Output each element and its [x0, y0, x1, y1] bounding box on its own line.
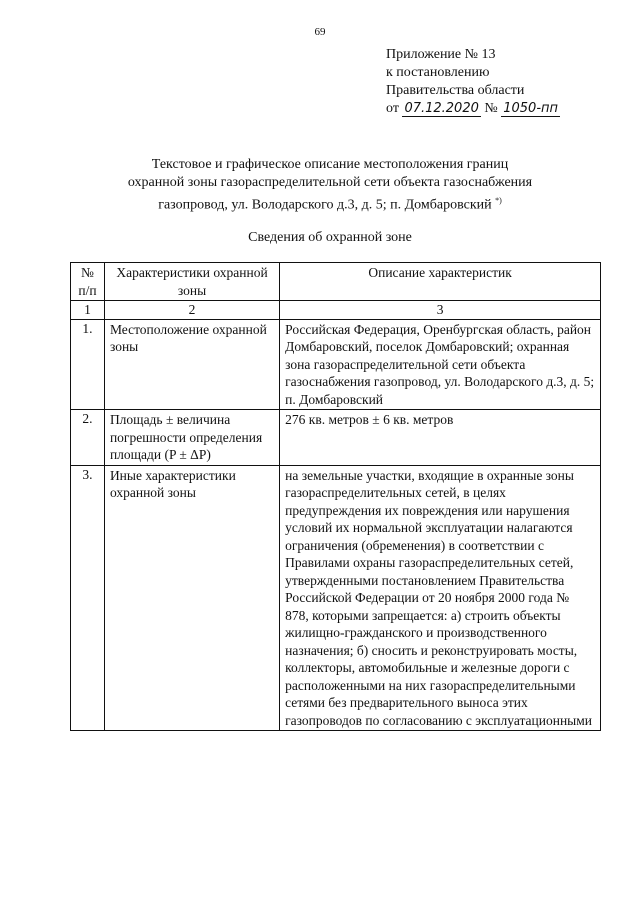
handwritten-number: 1050-пп — [503, 101, 559, 116]
appendix-line-3: Правительства области — [386, 83, 525, 98]
header-num: № п/п — [71, 263, 105, 301]
row-num: 3. — [71, 465, 105, 731]
document-title — [60, 156, 600, 215]
table-header-row — [71, 263, 601, 301]
handwritten-date: 07.12.2020 — [404, 101, 479, 116]
title-line-3-text: газопровод, ул. Володарского д.3, д. 5; п. Домбаровский — [158, 197, 492, 213]
title-line-3 — [60, 192, 600, 215]
appendix-block — [386, 46, 560, 118]
row-num: 1. — [71, 319, 105, 410]
row-value: Российская Федерация, Оренбургская область, район Домбаровский, поселок Домбаровский; охранная зона газораспределительной сети объекта газоснабжения газопровод, ул. Володарского д.3, д. 5; п. Домбаровский — [280, 319, 601, 410]
table-row — [71, 319, 601, 410]
table-row — [71, 465, 601, 731]
number-label: № — [484, 101, 498, 116]
title-line-1: Текстовое и графическое описание местоположения границ — [151, 157, 509, 172]
table-row — [71, 410, 601, 466]
from-label: от — [386, 101, 399, 116]
row-name: Местоположение охранной зоны — [104, 319, 279, 410]
index-cell: 3 — [280, 301, 601, 320]
header-characteristics: Характеристики охранной зоны — [104, 263, 279, 301]
row-value: на земельные участки, входящие в охранные зоны газораспределительных сетей, в целях предупреждения их повреждения или нарушения условий их нормальной эксплуатации налагаются ограничения (обременения) в соответствии с Правилами охраны газораспределительных сетей, утвержденными постановлением Правительства Российской Федерации от 20 ноября 2000 года № 878, которыми запрещается: а) строить объекты жилищно-гражданского и производственного назначения; б) сносить и реконструировать мосты, коллекторы, автомобильные и железные дороги с расположенными на них газораспределительными сетями без предварительного выноса этих газопроводов по согласованию с эксплуатационными — [280, 465, 601, 731]
appendix-line-1: Приложение № 13 — [386, 47, 496, 62]
footnote-mark: *) — [495, 196, 502, 205]
header-description: Описание характеристик — [280, 263, 601, 301]
section-subtitle: Сведения об охранной зоне — [248, 230, 412, 245]
table-index-row — [71, 301, 601, 320]
zone-table — [70, 262, 601, 731]
page-number: 69 — [314, 26, 326, 38]
row-name: Иные характеристики охранной зоны — [104, 465, 279, 731]
row-num: 2. — [71, 410, 105, 466]
row-value: 276 кв. метров ± 6 кв. метров — [280, 410, 601, 466]
row-name: Площадь ± величина погрешности определения площади (P ± ΔP) — [104, 410, 279, 466]
title-line-2: охранной зоны газораспределительной сети объекта газоснабжения — [127, 175, 533, 190]
appendix-line-2: к постановлению — [386, 65, 490, 80]
index-cell: 1 — [71, 301, 105, 320]
index-cell: 2 — [104, 301, 279, 320]
appendix-date-line — [386, 100, 560, 118]
